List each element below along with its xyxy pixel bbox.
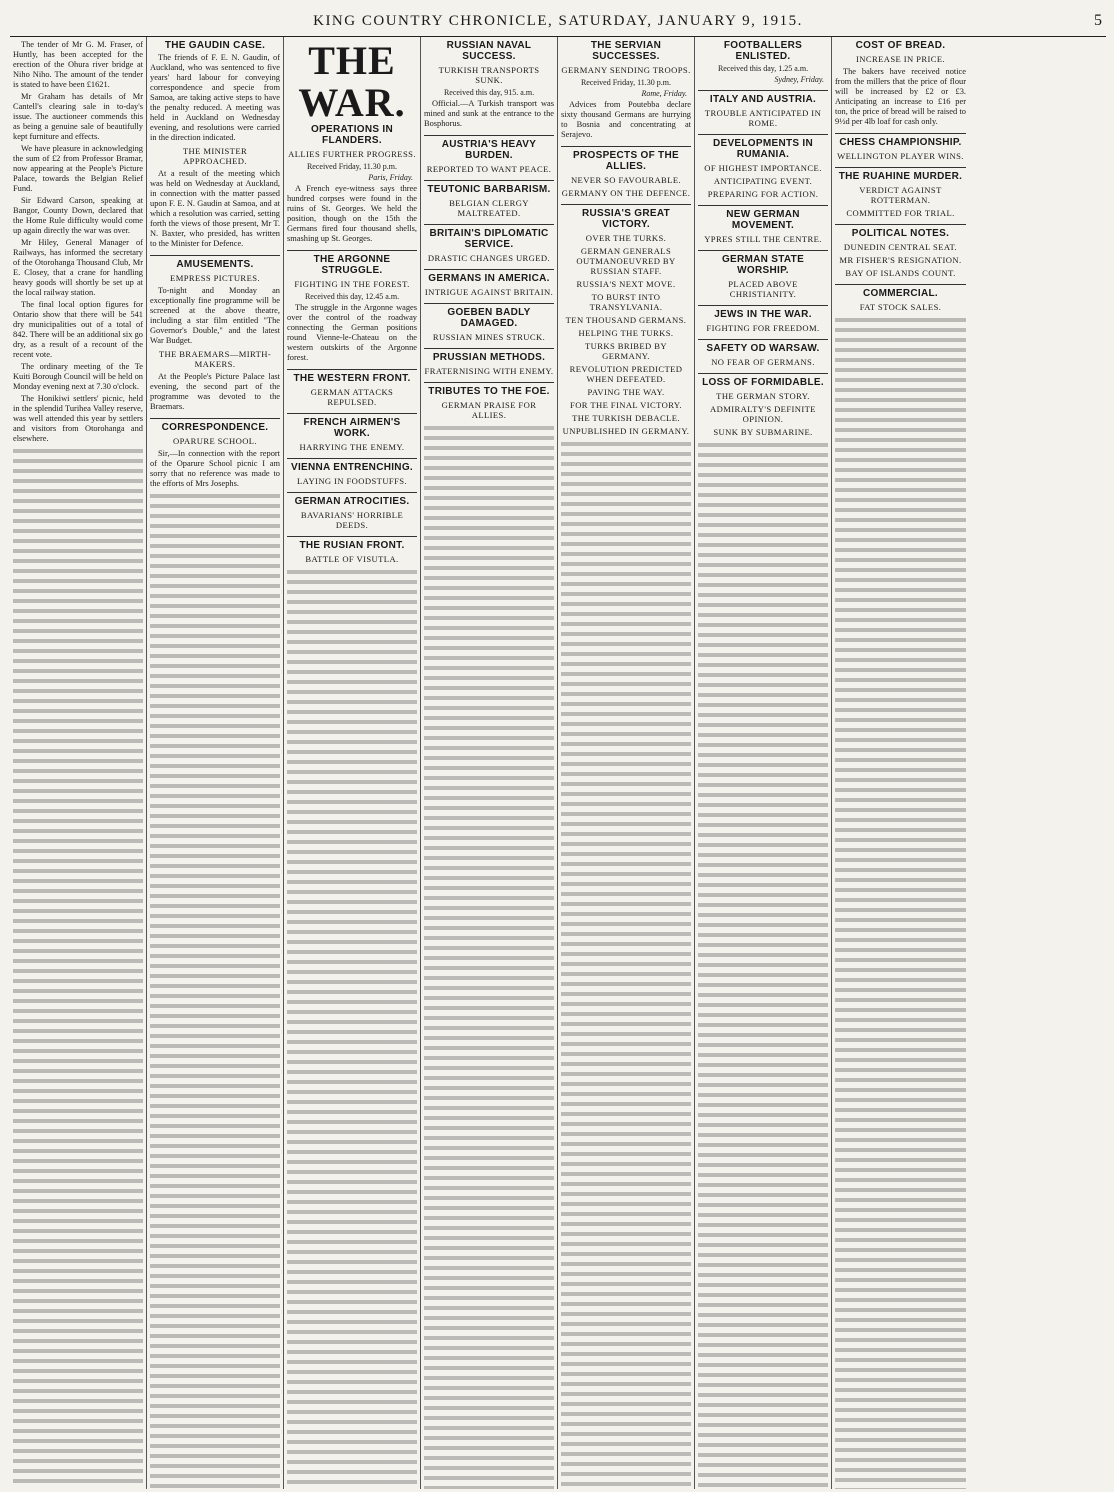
subheading: PREPARING FOR ACTION.	[707, 189, 819, 199]
body-text-block	[835, 315, 966, 1489]
headline: POLITICAL NOTES.	[835, 224, 966, 239]
received-line: Received Friday, 11.30 p.m.	[580, 78, 672, 87]
subheading: BATTLE OF VISUTLA.	[305, 554, 399, 564]
subheading: PAVING THE WAY.	[587, 387, 665, 397]
article-paragraph: At a result of the meeting which was held on Wednesday at Auckland, in connection with the matter passed upon F. E. N. Gaudin at Samoa, and at which a resolution was carried, setting forth the views of those present, Mr T. N. Baxter, who presided, has written to the Minister for Defence.	[150, 169, 280, 248]
subheading: BAVARIANS' HORRIBLE DEEDS.	[300, 510, 404, 530]
subheading: MR FISHER'S RESIGNATION.	[839, 255, 962, 265]
subheading: TROUBLE ANTICIPATED IN ROME.	[704, 108, 822, 128]
subheading: DRASTIC CHANGES URGED.	[427, 253, 551, 263]
headline: PRUSSIAN METHODS.	[424, 348, 554, 363]
subheading: VERDICT AGAINST ROTTERMAN.	[859, 185, 942, 205]
subheading: OF HIGHEST IMPORTANCE.	[704, 163, 822, 173]
subheading: FAT STOCK SALES.	[859, 302, 942, 312]
headline: THE GAUDIN CASE.	[164, 40, 266, 51]
headline: THE RUAHINE MURDER.	[835, 167, 966, 182]
article-paragraph: The Honikiwi settlers' picnic, held in the splendid Turihea Valley reserve, was well attended this year by settlers and visitors from Otorohanga and elsewhere.	[13, 394, 143, 443]
received-line: Received this day, 12.45 a.m.	[304, 292, 400, 301]
subheading: COMMITTED FOR TRIAL.	[846, 208, 955, 218]
headline: COST OF BREAD.	[855, 40, 946, 51]
headline: GERMANS IN AMERICA.	[424, 269, 554, 284]
headline: TRIBUTES TO THE FOE.	[424, 382, 554, 397]
subheading: THE GERMAN STORY.	[716, 391, 810, 401]
headline: CORRESPONDENCE.	[150, 418, 280, 433]
article-paragraph: The bakers have received notice from the millers that the price of flour will be increased by £2 or £3. Anticipating an increase to £16 per ton, the price of bread will be raised to 9½d per 4lb loaf for cash only.	[835, 67, 966, 126]
headline: FOOTBALLERS ENLISTED.	[723, 40, 803, 62]
subheading: OVER THE TURKS.	[585, 233, 667, 243]
headline: CHESS CHAMPIONSHIP.	[835, 133, 966, 148]
dateline: Rome, Friday.	[641, 89, 687, 98]
headline: COMMERCIAL.	[835, 284, 966, 299]
article-paragraph: To-night and Monday an exceptionally fine programme will be screened at the above theatre, including a star film entitled "The Governor's Double," and the latest War Budget.	[150, 286, 280, 345]
subheading: WELLINGTON PLAYER WINS.	[837, 151, 964, 161]
article-paragraph: Official.—A Turkish transport was mined and sunk at the entrance to the Bosphorus.	[424, 99, 554, 128]
subheading: FOR THE FINAL VICTORY.	[570, 400, 682, 410]
column-4	[421, 37, 558, 1489]
subheading: GERMAN GENERALS OUTMANOEUVRED BY RUSSIAN STAFF.	[576, 246, 676, 276]
article-paragraph: Sir,—In connection with the report of the Oparure School picnic I am sorry that no reference was made to the efforts of Mrs Josephs.	[150, 449, 280, 488]
article-paragraph: Sir Edward Carson, speaking at Bangor, County Down, declared that the Home Rule difficulty would come up again directly the war was over.	[13, 196, 143, 235]
headline: GERMAN ATROCITIES.	[287, 492, 417, 507]
article-paragraph: The struggle in the Argonne wages over the control of the roadway connecting the German positions round Vienne-le-Chateau on the western outskirts of the Argonne forest.	[287, 303, 417, 362]
subheading: REVOLUTION PREDICTED WHEN DEFEATED.	[569, 364, 683, 384]
article-paragraph: The friends of F. E. N. Gaudin, of Auckland, who was sentenced to five years' hard labour for conveying correspondence and specie from Samoa, are taking active steps to have the penalty reduced. A meeting was held in Auckland on Wednesday evening, and resolutions were carried in the direction indicated.	[150, 53, 280, 142]
subheading: INTRIGUE AGAINST BRITAIN.	[424, 287, 554, 297]
subheading: BELGIAN CLERGY MALTREATED.	[449, 198, 529, 218]
headline: THE RUSIAN FRONT.	[287, 536, 417, 551]
body-text-block	[150, 491, 280, 1489]
article-paragraph: The final local option figures for Ontario show that there will be 541 dry municipalities out of a total of 842. There will be an additional six go dry, as a result of a recount of the recent vote.	[13, 300, 143, 359]
subheading: THE BRAEMARS—MIRTH-MAKERS.	[158, 349, 272, 369]
headline: DEVELOPMENTS IN RUMANIA.	[698, 134, 828, 160]
column-3	[284, 37, 421, 1489]
subheading: LAYING IN FOODSTUFFS.	[296, 476, 408, 486]
subheading: ANTICIPATING EVENT.	[713, 176, 813, 186]
subheading: UNPUBLISHED IN GERMANY.	[562, 426, 690, 436]
subheading: REPORTED TO WANT PEACE.	[426, 164, 552, 174]
subheading: RUSSIA'S NEXT MOVE.	[576, 279, 676, 289]
body-text-block	[561, 439, 691, 1489]
body-text-block	[287, 567, 417, 1489]
subheading: HELPING THE TURKS.	[578, 328, 674, 338]
article-paragraph: Advices from Poutebba declare sixty thousand Germans are hurrying to Bosnia and concentrating at Serajevo.	[561, 100, 691, 139]
headline: THE SERVIAN SUCCESSES.	[590, 40, 662, 62]
page-number: 5	[1094, 12, 1102, 29]
subheading: FRATERNISING WITH ENEMY.	[424, 366, 554, 376]
headline: AMUSEMENTS.	[150, 255, 280, 270]
headline: LOSS OF FORMIDABLE.	[698, 373, 828, 388]
headline: FRENCH AIRMEN'S WORK.	[287, 413, 417, 439]
subheading: TURKISH TRANSPORTS SUNK.	[438, 65, 540, 85]
subheading: GERMANY SENDING TROOPS.	[561, 65, 691, 75]
column-1	[10, 37, 147, 1489]
column-5	[558, 37, 695, 1489]
columns	[10, 37, 1106, 1489]
headline: BRITAIN'S DIPLOMATIC SERVICE.	[424, 224, 554, 250]
subheading: INCREASE IN PRICE.	[855, 54, 946, 64]
article-paragraph: The ordinary meeting of the Te Kuiti Borough Council will be held on Monday evening next at 7.30 o'clock.	[13, 362, 143, 391]
subheading: GERMANY ON THE DEFENCE.	[561, 188, 691, 198]
article-paragraph: Mr Graham has details of Mr Cantell's clearing sale in to-day's issue. The auctioneer commends this as being a genuine sale of beautifully kept furniture and effects.	[13, 92, 143, 141]
headline: NEW GERMAN MOVEMENT.	[698, 205, 828, 231]
headline: GOEBEN BADLY DAMAGED.	[424, 303, 554, 329]
subheading: TEN THOUSAND GERMANS.	[565, 315, 687, 325]
masthead	[10, 6, 1106, 37]
article-paragraph: A French eye-witness says three hundred corpses were found in the ruins of St. Georges. We held the position, though on the 15th the Germans fired four thousand shells, smashing up St. Georges.	[287, 184, 417, 243]
subheading: BAY OF ISLANDS COUNT.	[845, 268, 956, 278]
subheading: SUNK BY SUBMARINE.	[713, 427, 813, 437]
headline: RUSSIA'S GREAT VICTORY.	[561, 204, 691, 230]
subheading: RUSSIAN MINES STRUCK.	[432, 332, 546, 342]
subheading: THE MINISTER APPROACHED.	[182, 146, 248, 166]
headline: VIENNA ENTRENCHING.	[287, 458, 417, 473]
headline: JEWS IN THE WAR.	[698, 305, 828, 320]
headline: GERMAN STATE WORSHIP.	[698, 250, 828, 276]
column-2	[147, 37, 284, 1489]
headline: SAFETY OD WARSAW.	[698, 339, 828, 354]
subheading: FIGHTING FOR FREEDOM.	[706, 323, 820, 333]
body-text-block	[13, 446, 143, 1489]
article-paragraph: The tender of Mr G. M. Fraser, of Huntly, has been accepted for the erection of the Ohura river bridge at Niho Niho. The amount of the tender is stated to have been £1621.	[13, 40, 143, 89]
subheading: EMPRESS PICTURES.	[170, 273, 260, 283]
subheading: YPRES STILL THE CENTRE.	[704, 234, 822, 244]
subheading: ALLIES FURTHER PROGRESS.	[288, 149, 416, 159]
subheading: THE TURKISH DEBACLE.	[572, 413, 680, 423]
masthead-title: KING COUNTRY CHRONICLE, SATURDAY, JANUARY 9, 1915.	[313, 13, 803, 29]
article-paragraph: We have pleasure in acknowledging the sum of £2 from Professor Bramar, now appearing at the People's Picture Palace, towards the Belgian Relief Fund.	[13, 144, 143, 193]
dateline: Paris, Friday.	[368, 173, 413, 182]
subheading: TO BURST INTO TRANSYLVANIA.	[589, 292, 663, 312]
headline: RUSSIAN NAVAL SUCCESS.	[446, 40, 532, 62]
dateline: Sydney, Friday.	[774, 75, 824, 84]
headline: OPERATIONS IN FLANDERS.	[310, 124, 394, 146]
subheading: TURKS BRIBED BY GERMANY.	[585, 341, 667, 361]
headline: TEUTONIC BARBARISM.	[424, 180, 554, 195]
subheading: NO FEAR OF GERMANS.	[711, 357, 815, 367]
received-line: Received this day, 915. a.m.	[443, 88, 535, 97]
subheading: ADMIRALTY'S DEFINITE OPINION.	[710, 404, 816, 424]
subheading: OPARURE SCHOOL.	[173, 436, 257, 446]
body-text-block	[424, 423, 554, 1489]
headline: THE WESTERN FRONT.	[287, 369, 417, 384]
war-banner-headline: THE WAR.	[298, 38, 406, 125]
article-paragraph: At the People's Picture Palace last evening, the second part of the programme was devoted to the Braemars.	[150, 372, 280, 411]
received-line: Received this day, 1.25 a.m.	[717, 64, 809, 73]
body-text-block	[698, 440, 828, 1489]
headline: AUSTRIA'S HEAVY BURDEN.	[424, 135, 554, 161]
column-7	[832, 37, 969, 1489]
headline: THE ARGONNE STRUGGLE.	[287, 250, 417, 276]
subheading: NEVER SO FAVOURABLE.	[570, 175, 682, 185]
subheading: PLACED ABOVE CHRISTIANITY.	[728, 279, 798, 299]
subheading: DUNEDIN CENTRAL SEAT.	[843, 242, 958, 252]
subheading: GERMAN PRAISE FOR ALLIES.	[441, 400, 537, 420]
article-paragraph: Mr Hiley, General Manager of Railways, has informed the secretary of the Otorohanga Thousand Club, Mr E. Closey, that a crane for handling heavy goods will shortly be set up at the local railway station.	[13, 238, 143, 297]
subheading: FIGHTING IN THE FOREST.	[294, 279, 410, 289]
received-line: Received Friday, 11.30 p.m.	[306, 162, 398, 171]
headline: PROSPECTS OF THE ALLIES.	[561, 146, 691, 172]
subheading: GERMAN ATTACKS REPULSED.	[310, 387, 394, 407]
column-6	[695, 37, 832, 1489]
subheading: HARRYING THE ENEMY.	[299, 442, 405, 452]
headline: ITALY AND AUSTRIA.	[698, 90, 828, 105]
